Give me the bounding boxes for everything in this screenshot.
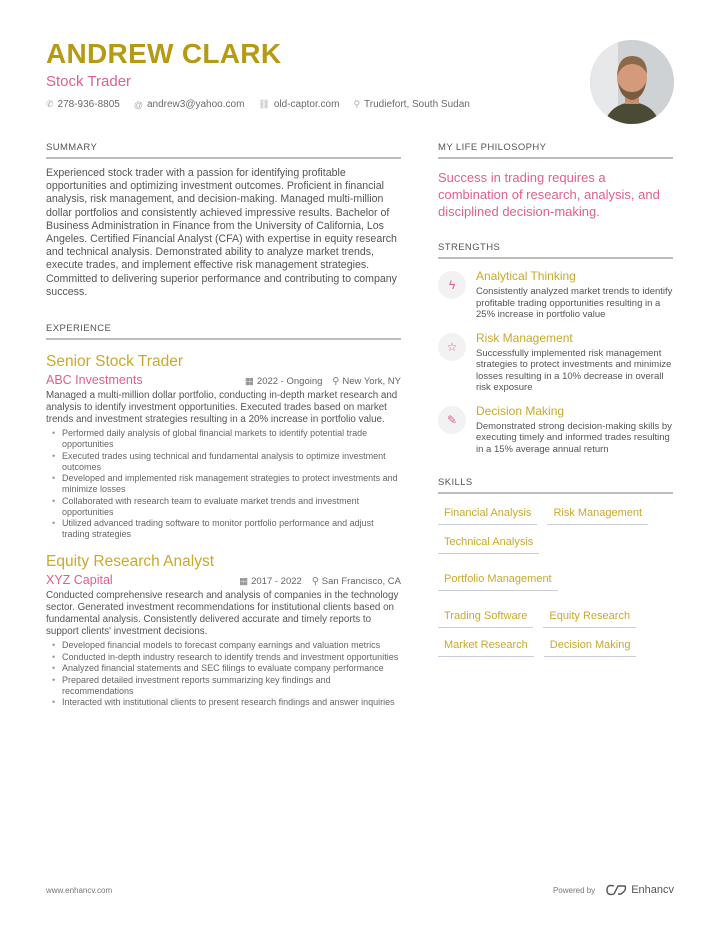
lightning-icon: ϟ <box>438 271 466 299</box>
job-location: ⚲ San Francisco, CA <box>311 576 401 588</box>
company-name: ABC Investments <box>46 373 143 388</box>
resume-header <box>46 38 586 110</box>
skills-heading: SKILLS <box>438 477 673 494</box>
email-value[interactable]: andrew3@yahoo.com <box>146 99 245 110</box>
job-bullets <box>46 640 401 708</box>
skill-tag: Equity Research <box>543 607 636 628</box>
page-footer <box>46 884 674 896</box>
skills-list <box>438 504 673 657</box>
left-column <box>46 142 401 709</box>
philosophy-heading: MY LIFE PHILOSOPHY <box>438 142 673 159</box>
star-icon: ☆ <box>438 333 466 361</box>
job-title: Senior Stock Trader <box>46 353 183 371</box>
strength-title: Risk Management <box>476 330 573 345</box>
enhancv-logo[interactable] <box>605 884 674 896</box>
job-location: ⚲ New York, NY <box>332 376 401 388</box>
bullet-item: • Developed financial models to forecast company earnings and valuation metrics <box>52 640 401 651</box>
summary-text: Experienced stock trader with a passion for identifying profitable opportunities and optimizing investment outcomes. Proficient in financial analysis, risk management, and decision-making. Managed multi-million dollar portfolios and consistently achieved impressive results. Bachelor of Business Administration in Finance from the University of California, Los Angeles. Certified Financial Analyst (CFA) with expertise in equity research and technical analysis. Demonstrated ability to analyze market trends, execute trades, and implement effective risk management strategies. Committed to delivering superior performance and contributing to company success. <box>46 167 397 298</box>
candidate-role: Stock Trader <box>46 73 132 90</box>
summary-section <box>46 142 401 299</box>
bullet-item: • Developed and implemented risk management strategies to protect investments and minimize losses <box>52 473 401 495</box>
location-value: Trudiefort, South Sudan <box>364 99 470 110</box>
contact-phone <box>46 99 120 110</box>
philosophy-section <box>438 142 673 220</box>
enhancv-logo-icon <box>605 884 627 896</box>
right-column <box>438 142 673 657</box>
contact-website[interactable] <box>258 99 339 110</box>
summary-heading: SUMMARY <box>46 142 401 159</box>
avatar <box>590 40 674 124</box>
phone-value: 278-936-8805 <box>57 99 120 110</box>
footer-website[interactable]: www.enhancv.com <box>46 885 113 895</box>
skill-tag: Risk Management <box>547 504 648 525</box>
job-bullets <box>46 428 401 540</box>
calendar-icon: ▦ <box>239 576 249 588</box>
strength-title: Decision Making <box>476 403 565 418</box>
experience-section <box>46 323 401 708</box>
job-description: Managed a multi-million dollar portfolio, conducting in-depth market research and analysis to identify investment opportunities. Executed trades based on market trends and investment strategies resulting in a 20% increase in portfolio value. <box>46 390 398 426</box>
bullet-item: • Interacted with institutional clients to present research findings and answer inquiries <box>52 697 401 708</box>
brand-name: Enhancv <box>631 884 674 896</box>
contact-location <box>353 99 469 110</box>
calendar-icon: ▦ <box>244 376 254 388</box>
email-icon: @ <box>133 99 143 110</box>
strength-description: Consistently analyzed market trends to identify profitable trading opportunities resulting in a 25% increase in portfolio value <box>476 286 673 320</box>
bullet-item: • Utilized advanced trading software to monitor portfolio performance and adjust trading strategies <box>52 518 401 540</box>
powered-by <box>553 884 674 896</box>
experience-heading: EXPERIENCE <box>46 323 401 340</box>
candidate-name: ANDREW CLARK <box>46 38 282 69</box>
skill-tag: Trading Software <box>438 607 533 628</box>
bullet-item: • Collaborated with research team to evaluate market trends and investment opportunities <box>52 496 401 518</box>
location-pin-icon: ⚲ <box>332 376 340 388</box>
job-title: Equity Research Analyst <box>46 553 215 571</box>
phone-icon: ✆ <box>46 99 54 109</box>
strength-item <box>438 331 673 394</box>
job-dates: ▦ 2022 - Ongoing <box>244 376 323 388</box>
skills-section <box>438 477 673 657</box>
bullet-item: • Executed trades using technical and fundamental analysis to optimize investment outcomes <box>52 451 401 473</box>
job-dates: ▦ 2017 - 2022 <box>239 576 302 588</box>
job-description: Conducted comprehensive research and analysis of companies in the technology sector. Generated investment recommendations for institutional clients based on fundamental analysis. Consistently delivered accurate and timely reports to support clients' investment decisions. <box>46 590 399 638</box>
company-name: XYZ Capital <box>46 573 113 588</box>
bullet-item: • Prepared detailed investment reports summarizing key findings and recommendations <box>52 675 401 697</box>
experience-item <box>46 352 401 540</box>
pen-icon: ✎ <box>438 406 466 434</box>
experience-item <box>46 552 401 708</box>
strength-item <box>438 269 673 321</box>
skill-tag: Decision Making <box>544 636 637 657</box>
skill-tag: Financial Analysis <box>438 504 537 525</box>
skill-tag: Technical Analysis <box>438 533 539 554</box>
bullet-item: • Performed daily analysis of global financial markets to identify potential trade opportunities <box>52 428 401 450</box>
skill-tag: Market Research <box>438 636 534 657</box>
contact-list <box>46 99 586 110</box>
strength-description: Successfully implemented risk management strategies to protect investments and minimize losses resulting in a 10% decrease in overall risk exposure <box>476 347 672 393</box>
location-icon: ⚲ <box>353 99 361 109</box>
website-value[interactable]: old-captor.com <box>273 99 340 110</box>
strength-description: Demonstrated strong decision-making skills by executing timely and informed trades resulting in a 15% average annual return <box>476 420 672 455</box>
strength-title: Analytical Thinking <box>476 269 576 283</box>
bullet-item: • Conducted in-depth industry research to identify trends and investment opportunities <box>52 652 401 663</box>
skill-tag: Portfolio Management <box>438 570 558 591</box>
philosophy-text: Success in trading requires a combination of research, analysis, and disciplined decision-making. <box>438 170 660 219</box>
link-icon: ⛓ <box>258 99 270 109</box>
powered-by-label: Powered by <box>552 885 596 895</box>
strength-item <box>438 404 673 456</box>
bullet-item: • Analyzed financial statements and SEC filings to evaluate company performance <box>52 663 401 674</box>
location-pin-icon: ⚲ <box>311 576 319 588</box>
strengths-section <box>438 242 673 455</box>
contact-email[interactable] <box>134 99 245 110</box>
strengths-heading: STRENGTHS <box>438 242 673 259</box>
